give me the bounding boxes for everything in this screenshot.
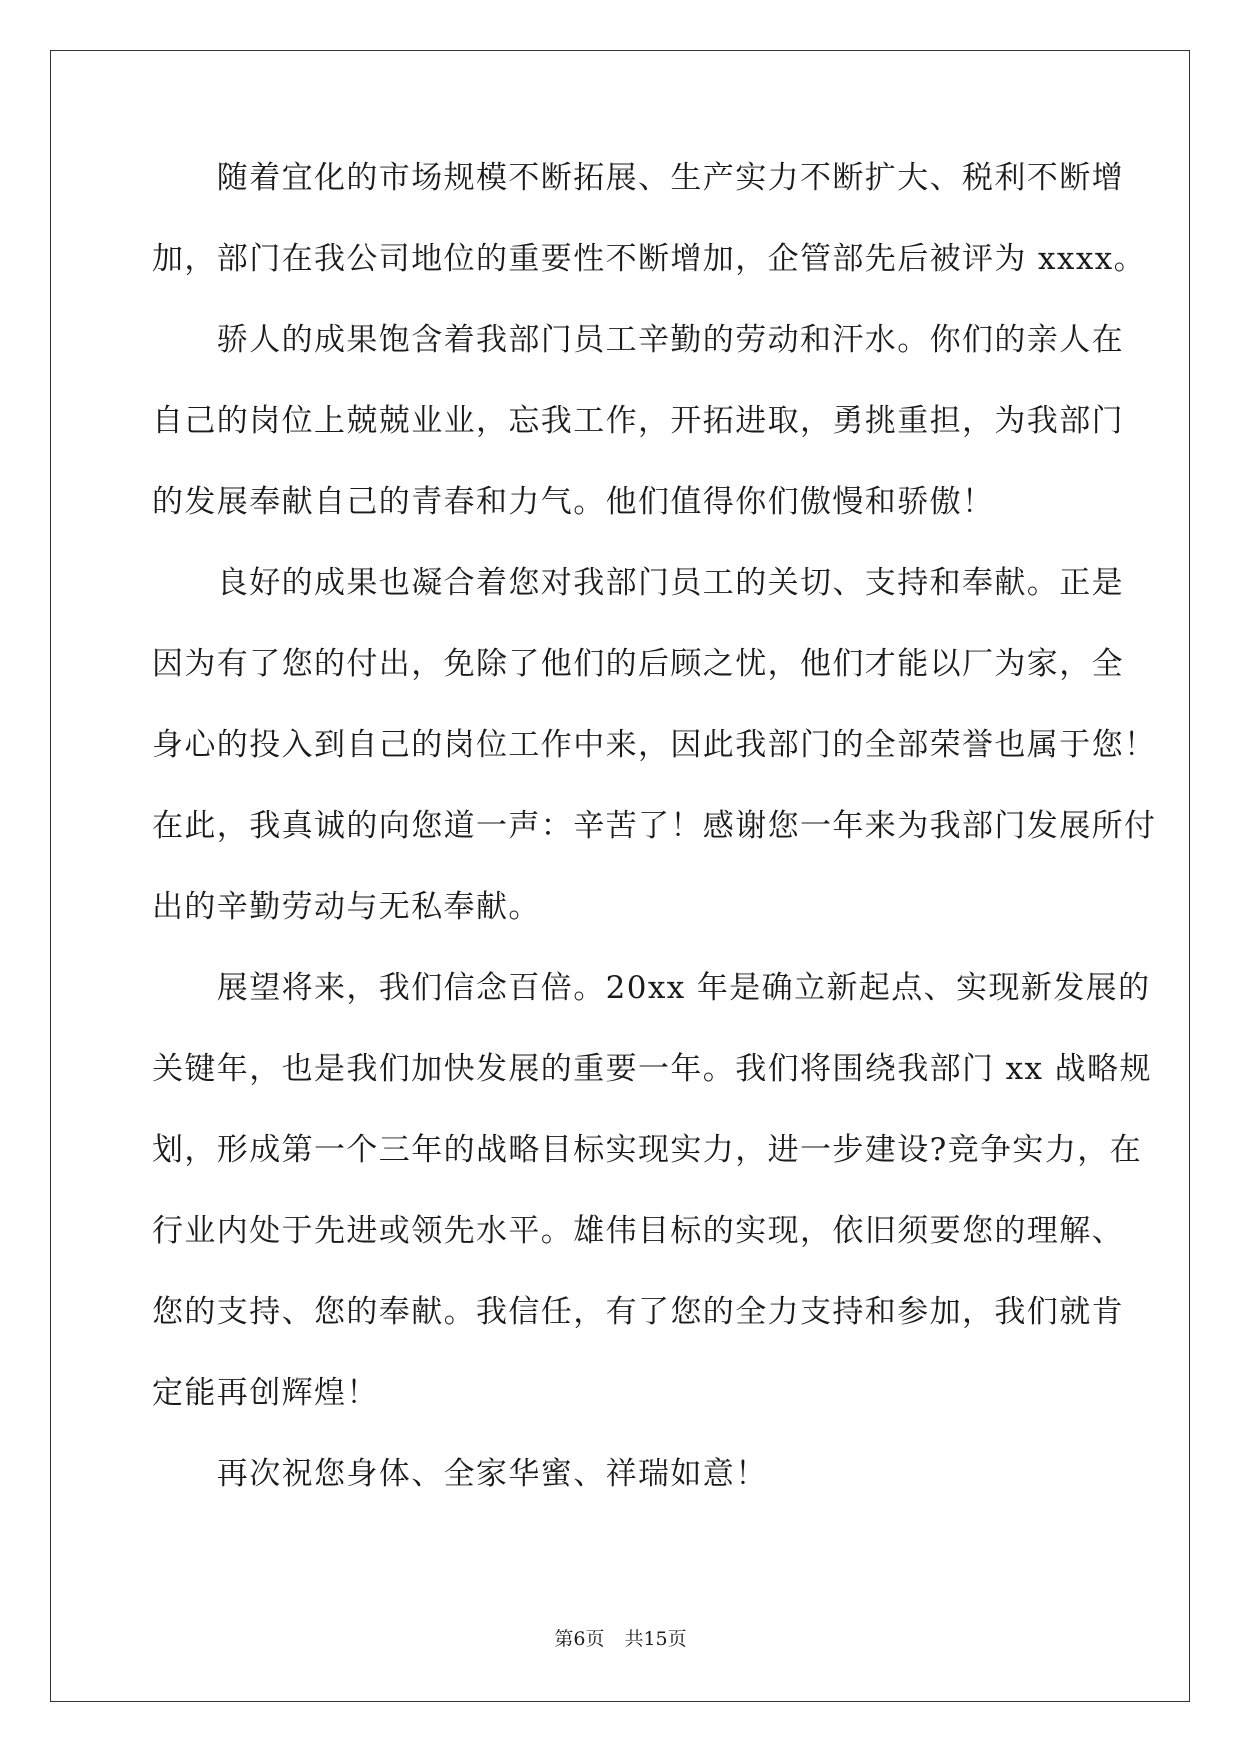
text-line: 加，部门在我公司地位的重要性不断增加，企管部先后被评为 xxxx。 [152,241,1146,277]
text-line: 您的支持、您的奉献。我信任，有了您的全力支持和参加，我们就肯 [152,1294,1124,1330]
text-line: 在此，我真诚的向您道一声：辛苦了！感谢您一年来为我部门发展所付 [152,808,1157,844]
text-line: 骄人的成果饱含着我部门员工辛勤的劳动和汗水。你们的亲人在 [152,322,1124,358]
text-line: 划，形成第一个三年的战略目标实现实力，进一步建设?竞争实力，在 [152,1132,1143,1168]
text-line: 出的辛勤劳动与无私奉献。 [152,889,541,925]
text-line: 随着宜化的市场规模不断拓展、生产实力不断扩大、税利不断增 [152,160,1124,196]
total-page-count: 共15页 [624,1628,687,1650]
text-line: 因为有了您的付出，免除了他们的后顾之忧，他们才能以厂为家，全 [152,646,1124,682]
text-line: 行业内处于先进或领先水平。雄伟目标的实现，依旧须要您的理解、 [152,1213,1124,1249]
page-footer [0,1627,1241,1651]
text-line: 的发展奉献自己的青春和力气。他们值得你们傲慢和骄傲！ [152,484,995,520]
text-line: 自己的岗位上兢兢业业，忘我工作，开拓进取，勇挑重担，为我部门 [152,403,1124,439]
current-page-number: 第6页 [554,1628,605,1650]
text-line: 关键年，也是我们加快发展的重要一年。我们将围绕我部门 xx 战略规 [152,1051,1152,1087]
text-line: 良好的成果也凝合着您对我部门员工的关切、支持和奉献。正是 [152,565,1124,601]
text-line: 展望将来，我们信念百倍。20xx 年是确立新起点、实现新发展的 [152,970,1151,1006]
document-body [152,160,1157,1537]
text-line: 身心的投入到自己的岗位工作中来，因此我部门的全部荣誉也属于您！ [152,727,1157,763]
text-line: 再次祝您身体、全家华蜜、祥瑞如意！ [152,1456,768,1492]
text-line: 定能再创辉煌！ [152,1375,379,1411]
